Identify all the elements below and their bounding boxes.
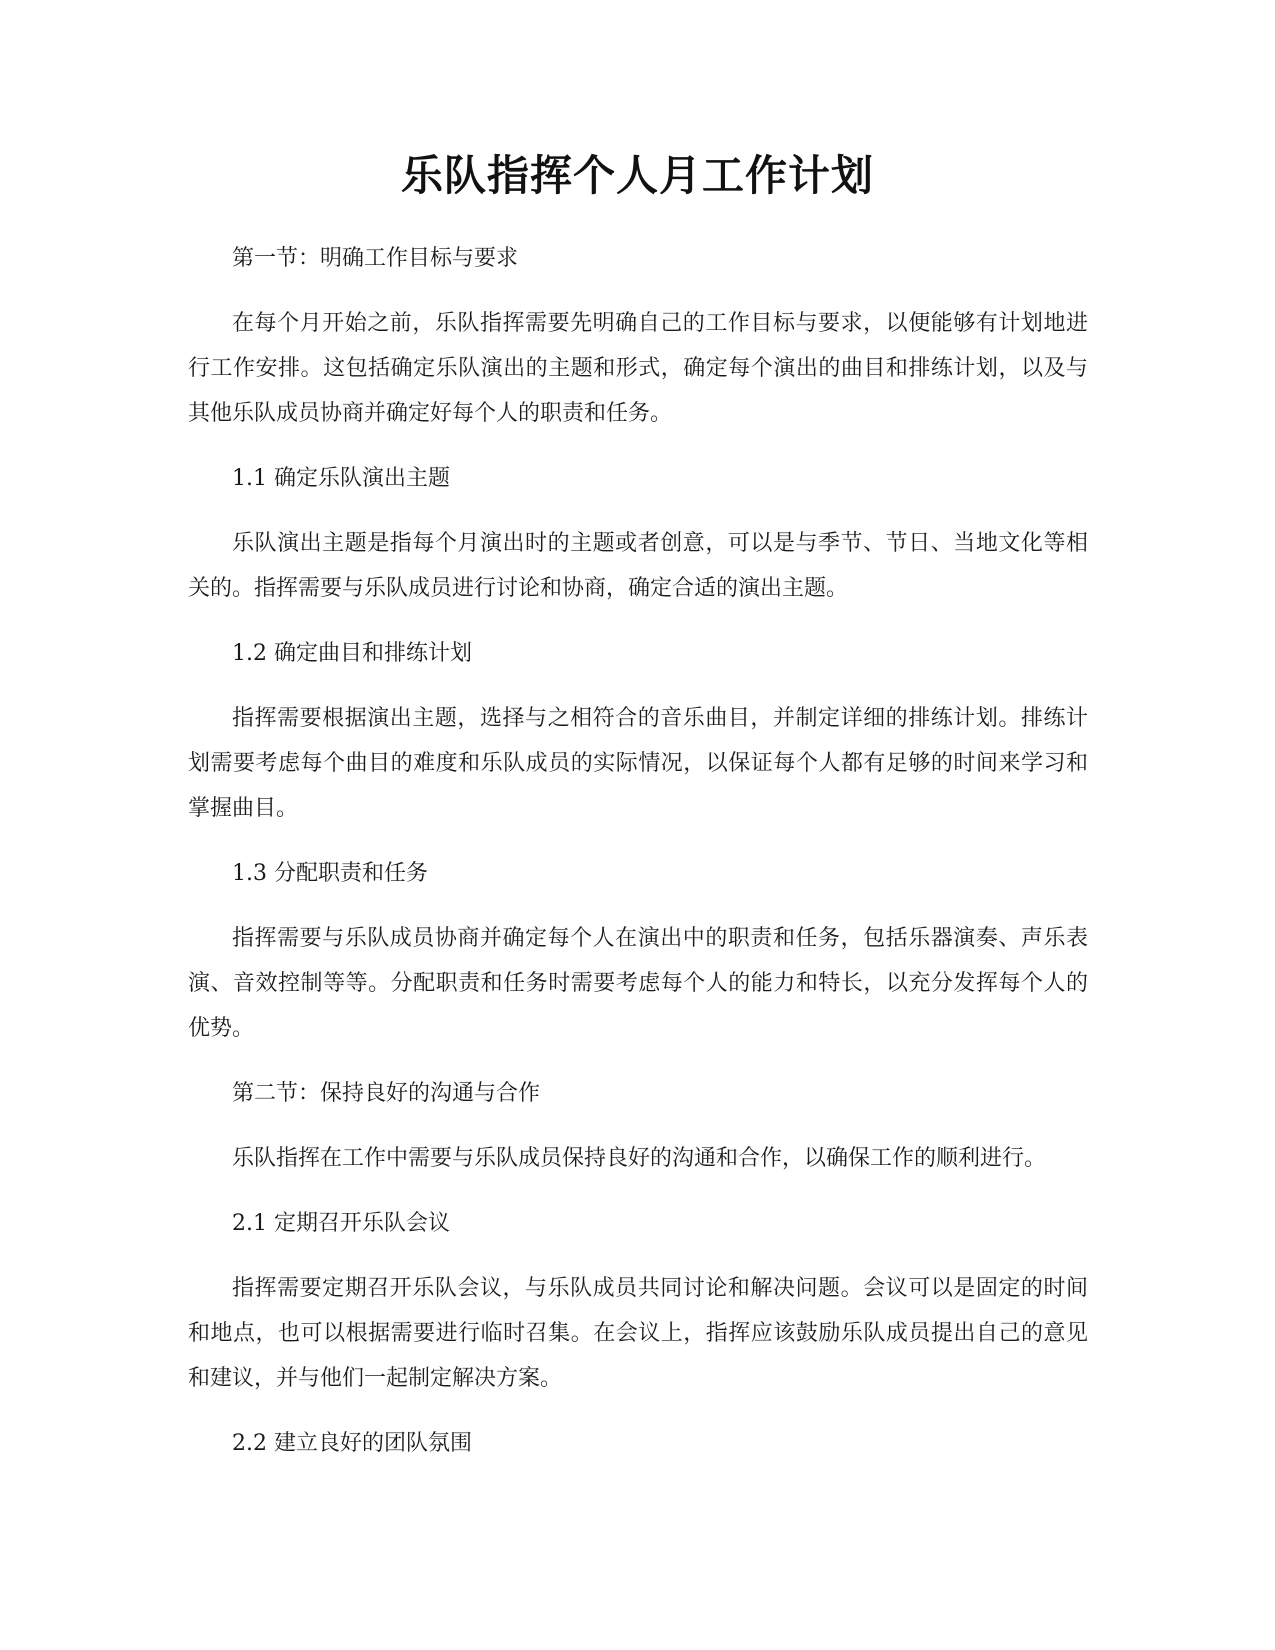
subsection-heading-2-1: 2.1 定期召开乐队会议 [232, 1211, 450, 1236]
subsection-heading-2-2: 2.2 建立良好的团队氛围 [232, 1431, 472, 1456]
subsection-heading-1-2: 1.2 确定曲目和排练计划 [232, 641, 472, 666]
paragraph-2: 乐队演出主题是指每个月演出时的主题或者创意，可以是与季节、节日、当地文化等相关的。指挥需要与乐队成员进行讨论和协商，确定合适的演出主题。 [188, 531, 1088, 601]
subsection-heading-1-1: 1.1 确定乐队演出主题 [232, 466, 450, 491]
paragraph-5: 乐队指挥在工作中需要与乐队成员保持良好的沟通和合作，以确保工作的顺利进行。 [232, 1146, 1047, 1171]
paragraph-1: 在每个月开始之前，乐队指挥需要先明确自己的工作目标与要求，以便能够有计划地进行工作安排。这包括确定乐队演出的主题和形式，确定每个演出的曲目和排练计划，以及与其他乐队成员协商并确定好每个人的职责和任务。 [188, 311, 1088, 426]
section-heading-1: 第一节：明确工作目标与要求 [232, 246, 519, 271]
paragraph-6: 指挥需要定期召开乐队会议，与乐队成员共同讨论和解决问题。会议可以是固定的时间和地点，也可以根据需要进行临时召集。在会议上，指挥应该鼓励乐队成员提出自己的意见和建议，并与他们一起制定解决方案。 [188, 1276, 1088, 1391]
subsection-heading-1-3: 1.3 分配职责和任务 [232, 861, 428, 886]
document-body [188, 236, 1088, 1486]
section-heading-2: 第二节：保持良好的沟通与合作 [232, 1081, 541, 1106]
paragraph-3: 指挥需要根据演出主题，选择与之相符合的音乐曲目，并制定详细的排练计划。排练计划需要考虑每个曲目的难度和乐队成员的实际情况，以保证每个人都有足够的时间来学习和掌握曲目。 [188, 706, 1088, 821]
paragraph-4: 指挥需要与乐队成员协商并确定每个人在演出中的职责和任务，包括乐器演奏、声乐表演、音效控制等等。分配职责和任务时需要考虑每个人的能力和特长，以充分发挥每个人的优势。 [188, 926, 1088, 1041]
document-title: 乐队指挥个人月工作计划 [400, 151, 874, 200]
